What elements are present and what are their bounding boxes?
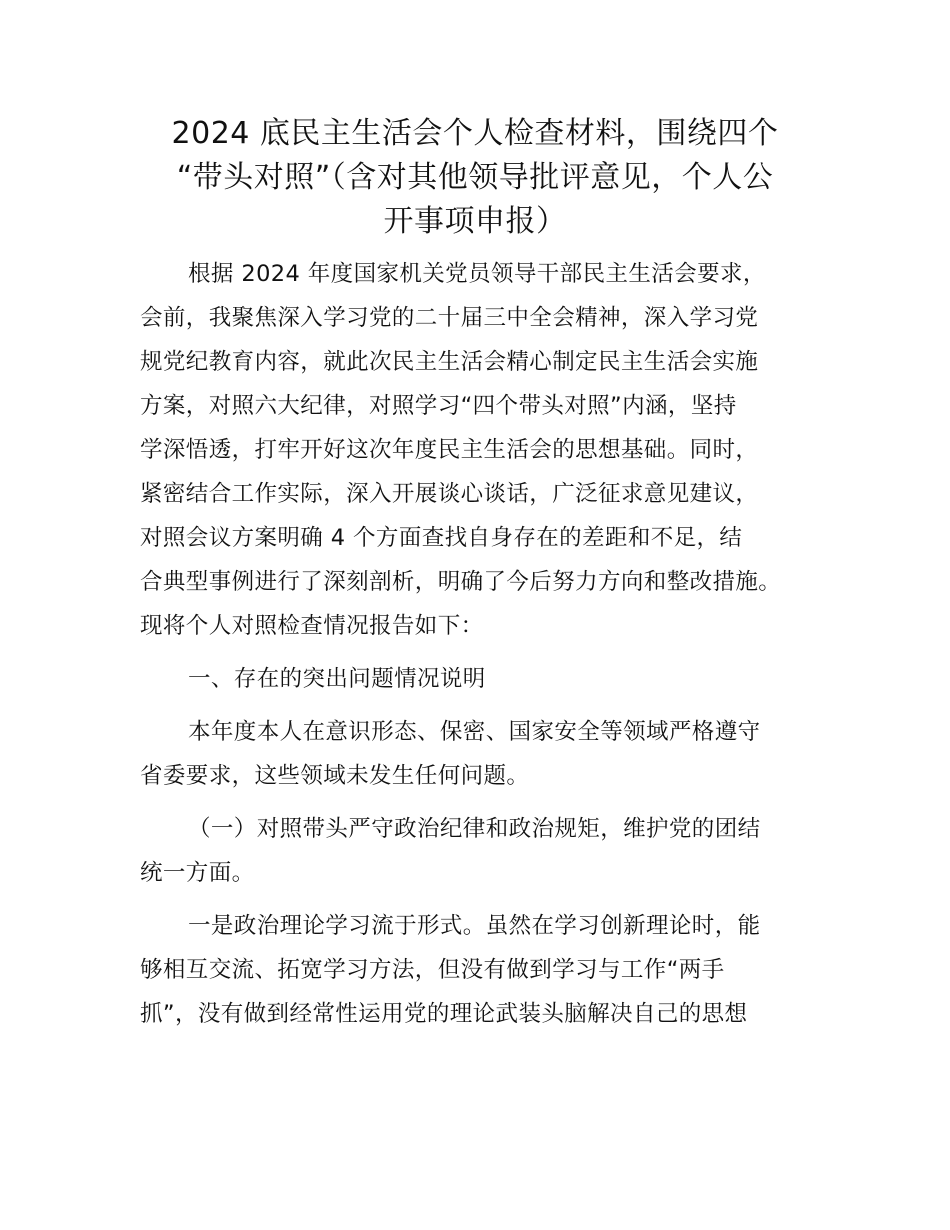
text-line: 规党纪教育内容，就此次民主生活会精心制定民主生活会实施 <box>140 349 759 375</box>
text-line: 对照会议方案明确 4 个方面查找自身存在的差距和不足，结 <box>140 525 743 551</box>
text-line: 学深悟透，打牢开好这次年度民主生活会的思想基础。同时， <box>140 437 759 463</box>
document-body <box>140 252 820 1036</box>
title-line: “带头对照”（含对其他领导批评意见，个人公 <box>176 160 774 195</box>
document-title <box>140 112 810 244</box>
text-line: 根据 2024 年度国家机关党员领导干部民主生活会要求， <box>188 261 766 287</box>
section-heading <box>140 657 820 701</box>
text-line: 本年度本人在意识形态、保密、国家安全等领域严格遵守 <box>188 719 761 745</box>
title-line: 2024 底民主生活会个人检查材料，围绕四个 <box>171 116 779 151</box>
paragraph-theory-study <box>140 904 820 1036</box>
text-line: 现将个人对照检查情况报告如下： <box>140 613 484 639</box>
text-line: （一）对照带头严守政治纪律和政治规矩，维护党的团结 <box>188 816 761 842</box>
text-line: 够相互交流、拓宽学习方法，但没有做到学习与工作“两手 <box>140 957 725 983</box>
text-line: 方案，对照六大纪律，对照学习“四个带头对照”内涵，坚持 <box>140 393 737 419</box>
text-line: 会前，我聚焦深入学习党的二十届三中全会精神，深入学习党 <box>140 305 759 331</box>
subsection-heading <box>140 807 820 895</box>
paragraph-intro <box>140 252 820 648</box>
text-line: 省委要求，这些领域未发生任何问题。 <box>140 763 530 789</box>
text-line: 合典型事例进行了深刻剖析，明确了今后努力方向和整改措施。 <box>140 569 782 595</box>
heading-line: 一、存在的突出问题情况说明 <box>188 666 486 692</box>
title-line: 开事项申报） <box>383 204 567 239</box>
text-line: 一是政治理论学习流于形式。虽然在学习创新理论时，能 <box>188 913 761 939</box>
paragraph-compliance <box>140 710 820 798</box>
text-line: 紧密结合工作实际，深入开展谈心谈话，广泛征求意见建议， <box>140 481 759 507</box>
text-line: 抓”，没有做到经常性运用党的理论武装头脑解决自己的思想 <box>140 1001 748 1027</box>
text-line: 统一方面。 <box>140 860 255 886</box>
